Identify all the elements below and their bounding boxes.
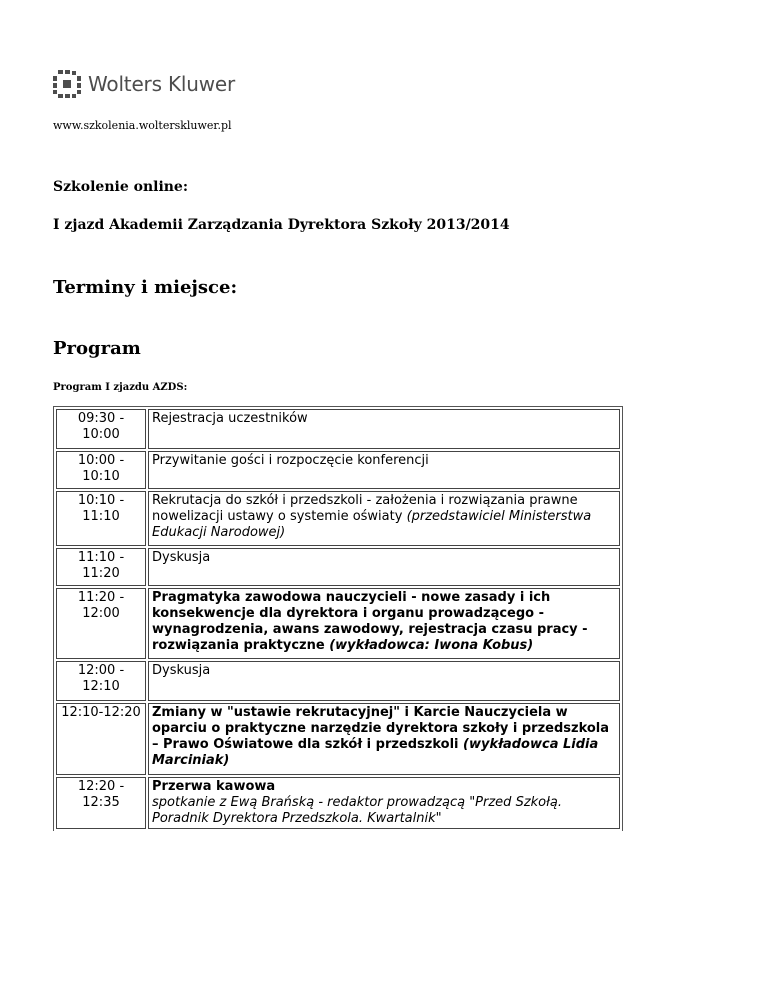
brand-name: Wolters Kluwer (88, 72, 235, 96)
website-url[interactable]: www.szkolenia.wolterskluwer.pl (53, 119, 232, 132)
table-row (56, 777, 620, 829)
description-cell (148, 451, 620, 489)
schedule-table (53, 406, 623, 831)
session-speaker: (wykładowca: Iwona Kobus) (329, 638, 534, 653)
time-cell: 09:30 - 10:00 (56, 409, 146, 449)
description-cell (148, 777, 620, 829)
session-title: Zmiany w "ustawie rekrutacyjnej" i Karcie Nauczyciela w oparciu o praktyczne narzędzie dyrektora szkoły i przedszkola – Prawo Oświatowe dla szkół i przedszkoli (152, 705, 610, 752)
brand-logo (53, 70, 235, 98)
schedule-table-wrapper (53, 406, 623, 831)
session-title: Przywitanie gości i rozpoczęcie konferencji (152, 453, 429, 468)
wolters-kluwer-logo-icon (53, 70, 81, 98)
time-cell: 12:00 - 12:10 (56, 661, 146, 701)
time-cell: 10:10 - 11:10 (56, 491, 146, 546)
session-title: Rekrutacja do szkół i przedszkoli - założenia i rozwiązania prawne nowelizacji ustawy o systemie oświaty (152, 493, 578, 524)
session-speaker: (przedstawiciel Ministerstwa Edukacji Narodowej) (152, 509, 592, 540)
program-subheading: Program I zjazdu AZDS: (53, 382, 188, 393)
session-title: Rejestracja uczestników (152, 411, 308, 426)
time-cell: 12:20 - 12:35 (56, 777, 146, 829)
description-cell (148, 548, 620, 586)
program-heading: Program (53, 338, 141, 359)
table-row (56, 548, 620, 586)
session-title: Dyskusja (152, 550, 211, 565)
session-title: Pragmatyka zawodowa nauczycieli - nowe zasady i ich konsekwencje dla dyrektora i organu prowadzącego - wynagrodzenia, awans zawodowy, rejestracja czasu pracy - rozwiązania praktyczne (152, 590, 588, 653)
description-cell (148, 491, 620, 546)
time-cell: 10:00 - 10:10 (56, 451, 146, 489)
table-row (56, 409, 620, 449)
description-cell (148, 661, 620, 701)
training-type-heading: Szkolenie online: (53, 179, 189, 195)
session-speaker: (wykładowca Lidia Marciniak) (152, 737, 599, 768)
terms-heading: Terminy i miejsce: (53, 277, 238, 298)
table-row (56, 491, 620, 546)
description-cell (148, 703, 620, 775)
table-row (56, 588, 620, 659)
time-cell: 11:10 - 11:20 (56, 548, 146, 586)
description-cell (148, 409, 620, 449)
training-title: I zjazd Akademii Zarządzania Dyrektora Szkoły 2013/2014 (53, 217, 510, 233)
session-note: spotkanie z Ewą Brańską - redaktor prowadzącą "Przed Szkołą. Poradnik Dyrektora Przedszkola. Kwartalnik" (152, 795, 562, 826)
time-cell: 12:10-12:20 (56, 703, 146, 775)
table-row (56, 661, 620, 701)
session-title: Dyskusja (152, 663, 211, 678)
description-cell (148, 588, 620, 659)
table-row (56, 703, 620, 775)
time-cell: 11:20 - 12:00 (56, 588, 146, 659)
session-title: Przerwa kawowa (152, 779, 276, 794)
table-row (56, 451, 620, 489)
